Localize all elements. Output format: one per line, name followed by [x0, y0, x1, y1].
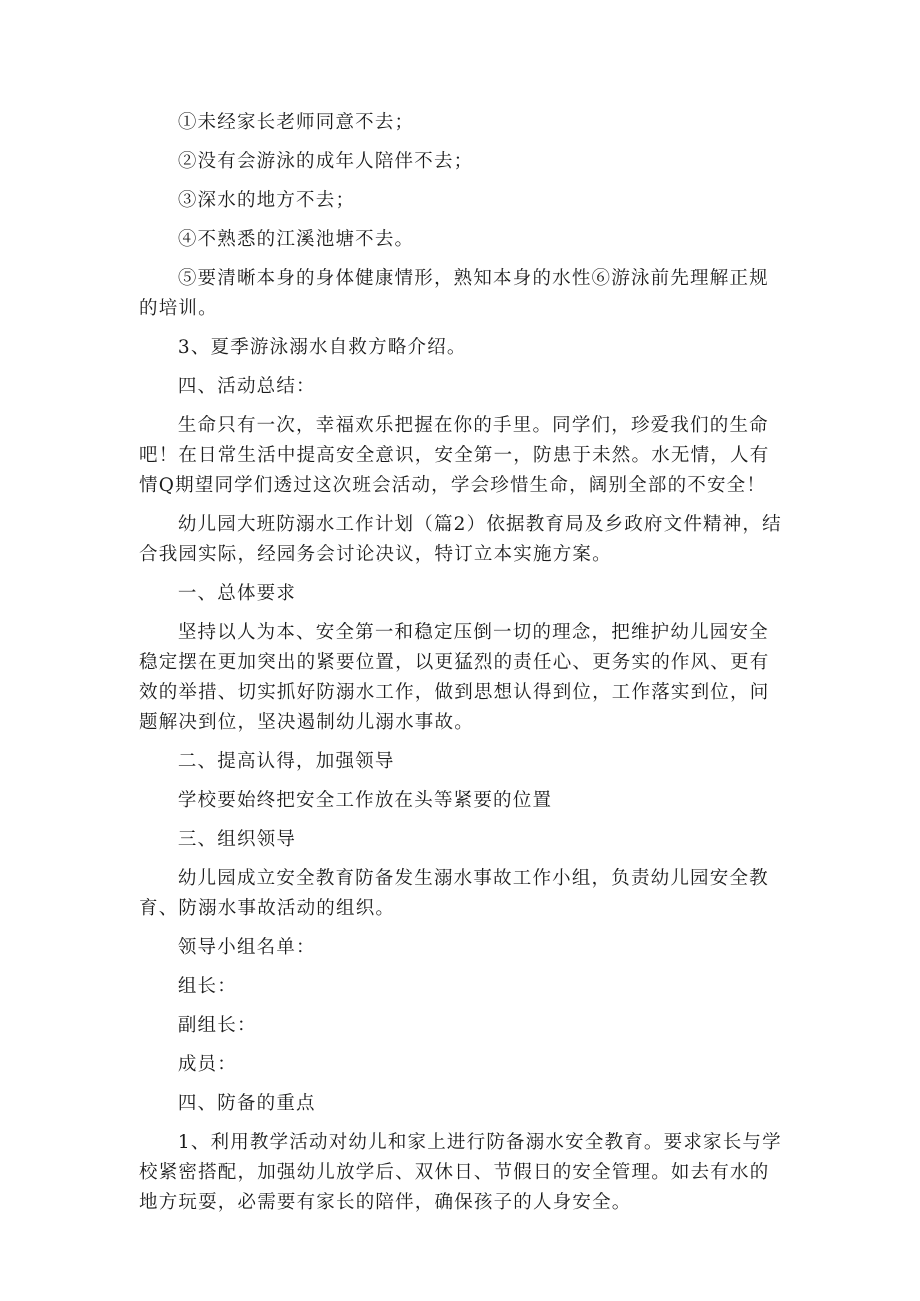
section-heading-awareness: 二、提高认得，加强领导 [177, 751, 395, 772]
deputy-leader-field: 副组长： [177, 1015, 257, 1036]
rule-item-1: ①未经家长老师同意不去； [177, 112, 415, 133]
rule-item-5-6: ⑤要清晰本身的身体健康情形，熟知本身的水性⑥游泳前先理解正规的培训。 [139, 268, 769, 319]
awareness-paragraph: 学校要始终把安全工作放在头等紧要的位置 [177, 790, 553, 811]
document-body [139, 108, 784, 1218]
general-requirements-paragraph: 坚持以人为本、安全第一和稳定压倒一切的理念，把维护幼儿园安全稳定摆在更加突出的紧要位置，以更猛烈的责任心、更务实的作风、更有效的举措、切实抓好防溺水工作，做到思想认得到位，工作落实到位，问题解决到位，坚决遏制幼儿溺水事故。 [139, 622, 770, 733]
plan-intro-paragraph: 幼儿园大班防溺水工作计划（篇2）依据教育局及乡政府文件精神，结合我园实际，经园务会讨论决议，特订立本实施方案。 [139, 514, 782, 565]
section-heading-organization: 三、组织领导 [177, 829, 297, 850]
self-rescue-item: 3、夏季游泳溺水自救方略介绍。 [177, 337, 467, 358]
section-heading-focus: 四、防备的重点 [177, 1093, 316, 1114]
leader-field: 组长： [177, 976, 237, 997]
rule-item-4: ④不熟悉的江溪池塘不去。 [177, 229, 415, 250]
summary-paragraph: 生命只有一次，幸福欢乐把握在你的手里。同学们，珍爱我们的生命吧！在日常生活中提高安全意识，安全第一，防患于未然。水无情，人有情Q期望同学们透过这次班会活动，学会珍惜生命，阔别全部的不安全！ [139, 415, 770, 496]
members-field: 成员： [177, 1054, 237, 1075]
rule-item-3: ③深水的地方不去； [177, 190, 356, 211]
rule-item-2: ②没有会游泳的成年人陪伴不去； [177, 151, 474, 172]
organization-paragraph: 幼儿园成立安全教育防备发生溺水事故工作小组，负责幼儿园安全教育、防溺水事故活动的组织。 [139, 868, 769, 919]
leader-list-heading: 领导小组名单： [177, 937, 316, 958]
section-heading-summary: 四、活动总结： [177, 376, 316, 397]
focus-item-1: 1、利用教学活动对幼儿和家上进行防备溺水安全教育。要求家长与学校紧密搭配，加强幼儿放学后、双休日、节假日的安全管理。如去有水的地方玩耍，必需要有家长的陪伴，确保孩子的人身安全。 [139, 1132, 782, 1213]
section-heading-general: 一、总体要求 [177, 583, 297, 604]
